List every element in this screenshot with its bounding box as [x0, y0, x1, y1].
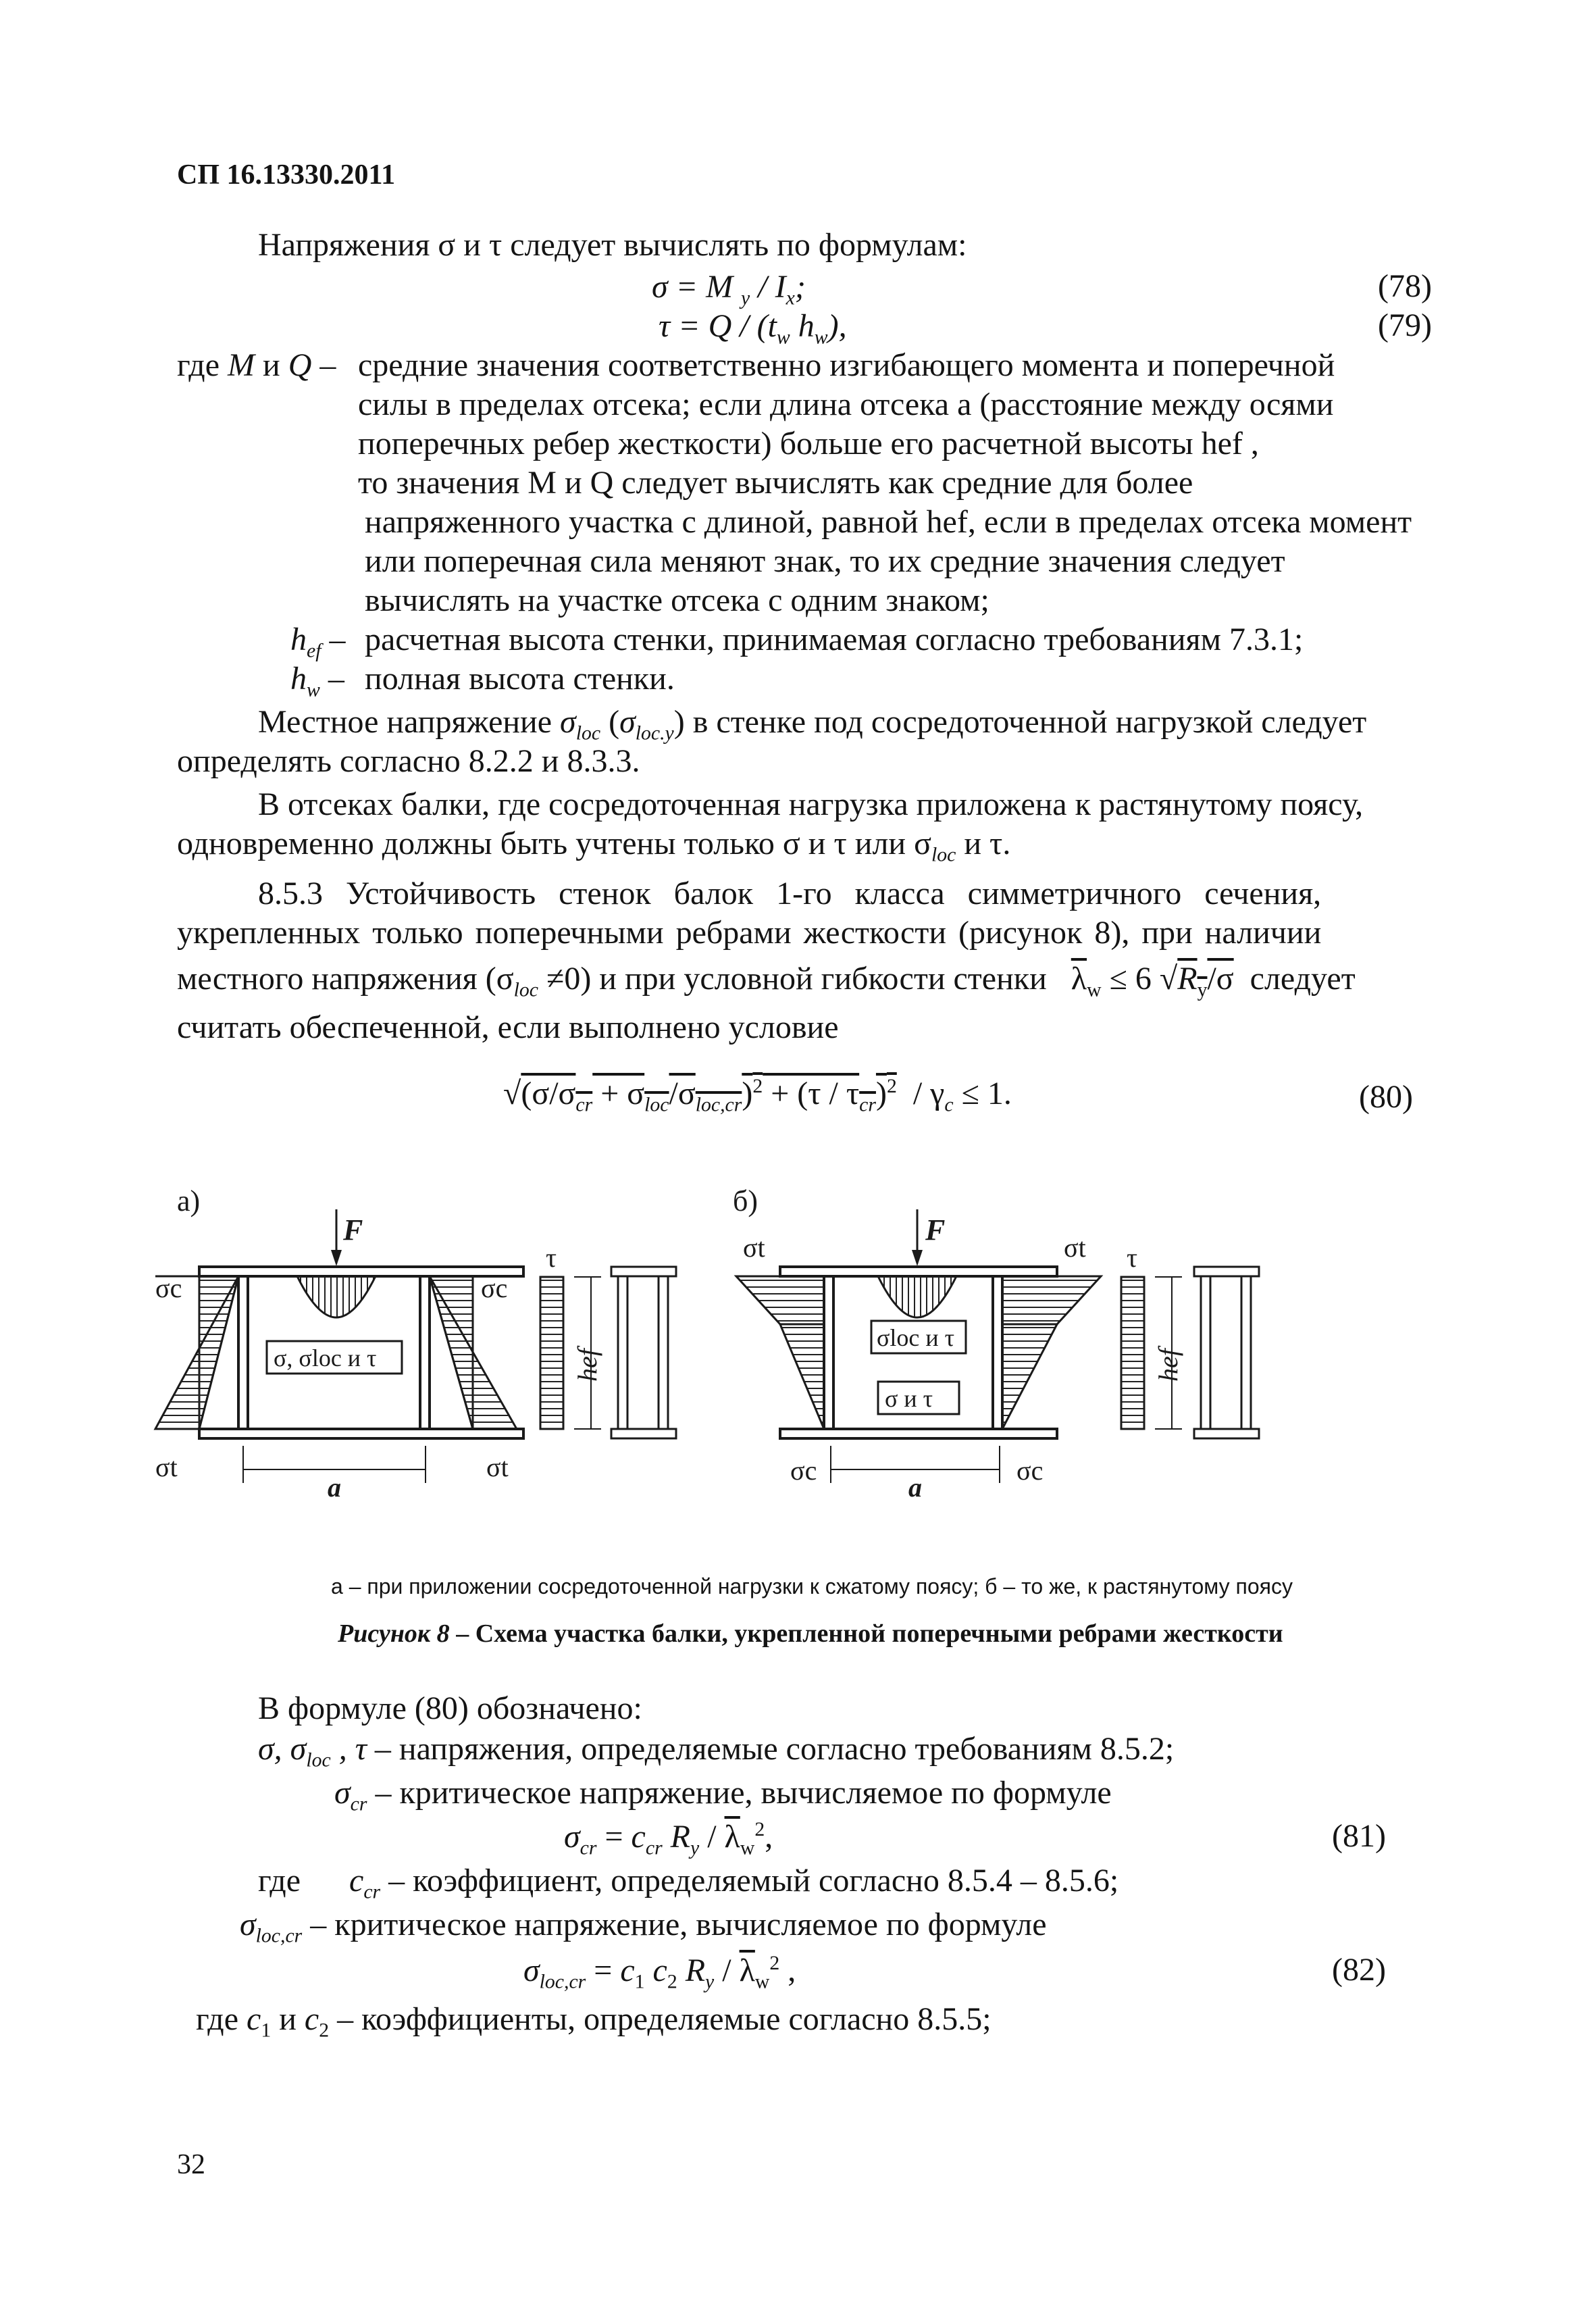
panel-a-dim-a: a: [328, 1472, 341, 1503]
page-number: 32: [177, 2149, 205, 2180]
clause-853-line-4: считать обеспеченной, если выполнено условие: [177, 1009, 839, 1045]
panel-b-label: б): [733, 1184, 758, 1217]
hef-definition: расчетная высота стенки, принимаемая согласно требованиям 7.3.1;: [365, 622, 1304, 657]
panel-a-hef: hef: [572, 1349, 602, 1382]
equation-79: $\tau = Q / (t_w$ $h_w$),: [659, 308, 847, 349]
panel-b-stress-box-bottom: σ и τ: [885, 1385, 933, 1412]
panel-b-sigma-t-left: σt: [743, 1232, 765, 1263]
panel-b-sigma-c-left: σc: [790, 1455, 817, 1486]
def-sigma: σ, $\sigma_{loc}$ , τ – напряжения, определяемые согласно требованиям 8.5.2;: [258, 1731, 1175, 1771]
panel-a-label: а): [177, 1184, 201, 1217]
where-line-2: силы в пределах отсека; если длина отсека a (расстояние между осями: [358, 386, 1334, 422]
hef-term: $h_{ef}$ –: [290, 622, 346, 662]
figure-caption: [338, 1619, 1283, 1649]
panel-b-hef: hef: [1153, 1349, 1183, 1382]
panel-b-sigma-c-right: σc: [1016, 1455, 1044, 1486]
equation-81: $\sigma_{cr} = c_{cr}$ $R_y / \overline{\lambda}_w^2$,: [564, 1818, 773, 1859]
tension-line-1: В отсеках балки, где сосредоточенная нагрузка приложена к растянутому поясу,: [258, 786, 1364, 822]
equation-78-number: (78): [1378, 268, 1432, 304]
equation-81-number: (81): [1332, 1818, 1386, 1854]
clause-853-line-2: укрепленных только поперечными ребрами жесткости (рисунок 8), при наличии: [177, 915, 1322, 951]
formula80-intro: В формуле (80) обозначено:: [258, 1690, 642, 1726]
panel-b-tau: τ: [1127, 1242, 1138, 1273]
def-ccr: где $c_{cr}$ – коэффициент, определяемый согласно 8.5.4 – 8.5.6;: [258, 1863, 1119, 1903]
equation-80: $√(\sigma/\sigma_{cr} + \sigma_{loc}/\sigma_{loc,cr})^2 + (\tau / \tau_{cr})^2 / \gamma_c \le 1$.: [503, 1075, 1012, 1116]
where-line-1: средние значения соответственно изгибающего момента и поперечной: [358, 347, 1335, 383]
panel-b-stress-box-top: σloc и τ: [877, 1324, 955, 1351]
panel-b: [736, 1209, 1259, 1483]
figure-caption-label: Рисунок 8: [338, 1619, 450, 1648]
tension-line-2: одновременно должны быть учтены только σ и τ или $\sigma_{loc}$ и τ.: [177, 826, 1011, 866]
def-c1-c2: где $c_1$ и $c_2$ – коэффициенты, определяемые согласно 8.5.5;: [196, 2001, 992, 2042]
equation-79-number: (79): [1378, 307, 1432, 343]
where-line-5: напряженного участка с длиной, равной hef, если в пределах отсека момент: [365, 504, 1412, 540]
panel-b-sigma-t-right: σt: [1064, 1232, 1086, 1263]
figure-caption-text: – Схема участка балки, укрепленной поперечными ребрами жесткости: [449, 1619, 1283, 1648]
equation-82: $\sigma_{loc,cr} = c_1$ $c_2$ $R_y / \overline{\lambda}_w^2$ ,: [523, 1952, 796, 1993]
panel-a-force: F: [343, 1213, 363, 1247]
panel-a: [155, 1209, 676, 1483]
panel-a-sigma-t-right: σt: [486, 1452, 509, 1482]
def-sigma-loc-cr: $\sigma_{loc,cr}$ – критическое напряжение, вычисляемое по формуле: [240, 1907, 1047, 1947]
panel-a-sigma-t-left: σt: [155, 1452, 178, 1482]
panel-a-sigma-c-right: σc: [481, 1273, 508, 1303]
where-line-6: или поперечная сила меняют знак, то их средние значения следует: [365, 543, 1285, 579]
def-sigma-cr: $\sigma_{cr}$ – критическое напряжение, вычисляемое по формуле: [334, 1775, 1112, 1815]
hw-term: $h_w$ –: [290, 661, 344, 701]
clause-853-line-3: местного напряжения $(\sigma_{loc} \ne 0)$ и при условной гибкости стенки $\overline{\lambda}_w \le 6$ $√R_y/\sigma$ следует: [177, 961, 1356, 1001]
figure-note: а – при приложении сосредоточенной нагрузки к сжатому поясу; б – то же, к растянутому поясу: [331, 1574, 1293, 1599]
where-line-3: поперечных ребер жесткости) больше его расчетной высоты hef ,: [358, 426, 1259, 461]
equation-82-number: (82): [1332, 1952, 1386, 1988]
equation-80-number: (80): [1359, 1079, 1413, 1115]
local-stress-line-1: Местное напряжение $\sigma_{loc}$ $(\sigma_{loc.y})$ в стенке под сосредоточенной нагрузкой следует: [258, 704, 1367, 745]
where-line-7: вычислять на участке отсека с одним знаком;: [365, 582, 989, 618]
equation-78: σ = M $_y / I_x$;: [652, 269, 806, 309]
hw-definition: полная высота стенки.: [365, 661, 675, 697]
document-code: СП 16.13330.2011: [177, 159, 396, 191]
panel-a-sigma-c-left: σc: [155, 1273, 182, 1303]
where-line-4: то значения M и Q следует вычислять как средние для более: [358, 465, 1193, 501]
panel-b-dim-a: a: [908, 1472, 922, 1503]
panel-b-force: F: [925, 1213, 946, 1247]
panel-a-stress-box: σ, σloc и τ: [274, 1344, 377, 1372]
clause-853-line-1: 8.5.3 Устойчивость стенок балок 1-го класса симметричного сечения,: [258, 876, 1322, 911]
panel-a-tau: τ: [546, 1242, 557, 1273]
where-term-mq: где M и Q –: [177, 347, 336, 383]
intro-text: Напряжения σ и τ следует вычислять по формулам:: [258, 227, 967, 263]
local-stress-line-2: определять согласно 8.2.2 и 8.3.3.: [177, 743, 640, 779]
